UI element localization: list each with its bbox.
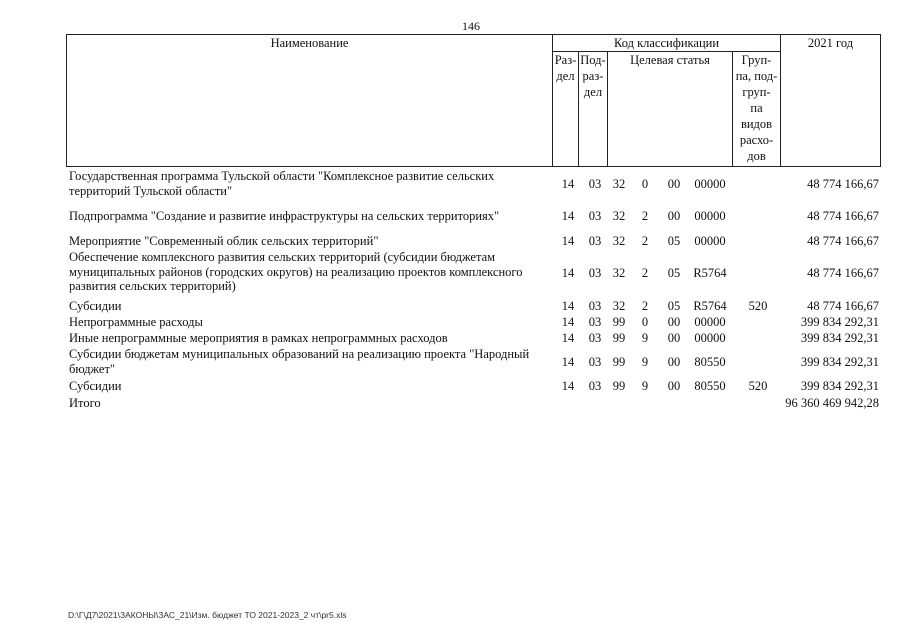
row-target-part1: 99 xyxy=(612,355,626,369)
row-target-part3: 00 xyxy=(667,209,681,223)
row-target-part1: 99 xyxy=(612,331,626,345)
row-name: Субсидии бюджетам муниципальных образований на реализацию проекта "Народный бюджет" xyxy=(69,347,530,376)
total-amount: 96 360 469 942,28 xyxy=(785,396,879,410)
row-target-part2: 9 xyxy=(641,331,649,345)
row-podrazdel: 03 xyxy=(588,331,602,345)
row-podrazdel: 03 xyxy=(588,355,602,369)
row-razdel: 14 xyxy=(561,234,575,248)
row-target-part1: 32 xyxy=(612,234,626,248)
row-target-part1: 99 xyxy=(612,379,626,393)
row-group: 520 xyxy=(748,379,768,393)
row-group: 520 xyxy=(748,299,768,313)
row-target-part4: 80550 xyxy=(694,355,726,369)
total-label: Итого xyxy=(69,396,101,410)
row-razdel: 14 xyxy=(561,266,575,280)
row-razdel: 14 xyxy=(561,315,575,329)
header-expense-group: Груп- па, под- груп- па видов расхо- дов xyxy=(735,53,778,163)
row-target-part1: 99 xyxy=(612,315,626,329)
row-target-part4: R5764 xyxy=(693,266,727,280)
row-podrazdel: 03 xyxy=(588,299,602,313)
row-razdel: 14 xyxy=(561,355,575,369)
table-right-border xyxy=(880,34,881,167)
row-amount: 399 834 292,31 xyxy=(800,331,879,345)
header-section: Раз- дел xyxy=(554,53,577,83)
row-name: Обеспечение комплексного развития сельских территорий (субсидии бюджетам муниципальных районов (городских округов) на реализацию проектов комплексного развития сельских территорий) xyxy=(69,250,523,293)
row-target-part3: 00 xyxy=(667,355,681,369)
header-classification-code: Код классификации xyxy=(613,36,720,50)
row-podrazdel: 03 xyxy=(588,209,602,223)
file-path: D:\Г\Д7\2021\ЗАКОНЫ\ЗАС_21\Изм. бюджет ТО 2021-2023_2 чт\pr5.xls xyxy=(68,610,347,620)
page-number: 146 xyxy=(462,19,480,33)
row-target-part3: 00 xyxy=(667,331,681,345)
row-amount: 48 774 166,67 xyxy=(807,209,879,223)
row-podrazdel: 03 xyxy=(588,234,602,248)
header-bottom-border xyxy=(66,166,881,167)
row-razdel: 14 xyxy=(561,331,575,345)
row-razdel: 14 xyxy=(561,177,575,191)
row-name: Непрограммные расходы xyxy=(69,315,203,329)
row-target-part2: 2 xyxy=(641,266,649,280)
row-name: Государственная программа Тульской области "Комплексное развитие сельских территорий Тульской области" xyxy=(69,169,495,198)
row-name: Мероприятие "Современный облик сельских территорий" xyxy=(69,234,379,248)
row-amount: 399 834 292,31 xyxy=(800,379,879,393)
row-target-part4: 00000 xyxy=(694,234,726,248)
row-target-part1: 32 xyxy=(612,209,626,223)
row-name: Подпрограмма "Создание и развитие инфраструктуры на сельских территориях" xyxy=(69,209,500,223)
row-razdel: 14 xyxy=(561,209,575,223)
row-target-part4: 80550 xyxy=(694,379,726,393)
row-target-part2: 2 xyxy=(641,299,649,313)
row-target-part2: 2 xyxy=(641,209,649,223)
row-target-part3: 05 xyxy=(667,299,681,313)
row-target-part4: R5764 xyxy=(693,299,727,313)
row-amount: 48 774 166,67 xyxy=(807,299,879,313)
classification-right-border xyxy=(780,34,781,167)
row-target-part3: 00 xyxy=(667,177,681,191)
header-target-article: Целевая статья xyxy=(630,53,710,67)
row-amount: 399 834 292,31 xyxy=(800,355,879,369)
row-target-part1: 32 xyxy=(612,266,626,280)
row-target-part2: 9 xyxy=(641,355,649,369)
row-name: Субсидии xyxy=(69,379,122,393)
row-target-part1: 32 xyxy=(612,299,626,313)
row-razdel: 14 xyxy=(561,379,575,393)
header-name: Наименование xyxy=(270,36,349,50)
row-target-part4: 00000 xyxy=(694,209,726,223)
row-target-part4: 00000 xyxy=(694,331,726,345)
row-target-part2: 2 xyxy=(641,234,649,248)
row-podrazdel: 03 xyxy=(588,379,602,393)
row-razdel: 14 xyxy=(561,299,575,313)
row-name: Субсидии xyxy=(69,299,122,313)
row-target-part4: 00000 xyxy=(694,177,726,191)
row-amount: 48 774 166,67 xyxy=(807,177,879,191)
table-left-border xyxy=(66,34,67,167)
row-amount: 48 774 166,67 xyxy=(807,234,879,248)
row-name: Иные непрограммные мероприятия в рамках непрограммных расходов xyxy=(69,331,448,345)
row-target-part2: 0 xyxy=(641,315,649,329)
header-year: 2021 год xyxy=(807,36,854,50)
row-amount: 399 834 292,31 xyxy=(800,315,879,329)
row-amount: 48 774 166,67 xyxy=(807,266,879,280)
subsection-column-border xyxy=(607,51,608,167)
row-target-part3: 00 xyxy=(667,379,681,393)
row-podrazdel: 03 xyxy=(588,177,602,191)
row-target-part3: 05 xyxy=(667,266,681,280)
row-target-part3: 05 xyxy=(667,234,681,248)
row-target-part1: 32 xyxy=(612,177,626,191)
header-subsection: Под- раз- дел xyxy=(580,53,606,99)
row-podrazdel: 03 xyxy=(588,315,602,329)
row-target-part2: 9 xyxy=(641,379,649,393)
row-podrazdel: 03 xyxy=(588,266,602,280)
row-target-part2: 0 xyxy=(641,177,649,191)
row-target-part3: 00 xyxy=(667,315,681,329)
row-target-part4: 00000 xyxy=(694,315,726,329)
